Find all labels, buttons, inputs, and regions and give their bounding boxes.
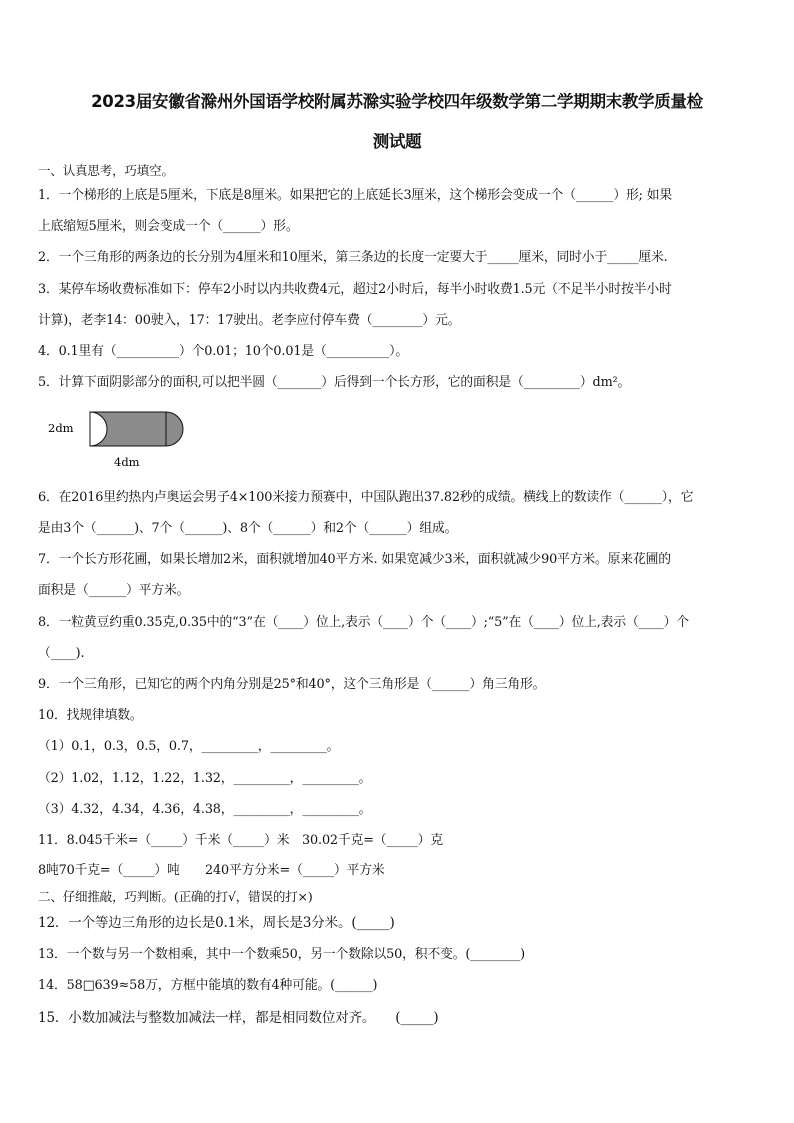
question-10-part-2: （2）1.02，1.12，1.22，1.32，_________，_________。 [38, 771, 372, 786]
semicircle-extension [166, 412, 183, 446]
question-6-line-1: 6．在2016里约热内卢奥运会男子4×100米接力预赛中，中国队跑出37.82秒的成绩。横线上的数读作（______），它 [38, 490, 694, 505]
question-7-line-1: 7．一个长方形花圃，如果长增加2米，面积就增加40平方米. 如果宽减少3米，面积就减少90平方米。原来花圃的 [38, 552, 671, 567]
question-15: 15．小数加减法与整数加减法一样，都是相同数位对齐。 (_____) [38, 1010, 439, 1026]
document-title-line1: 2023届安徽省滁州外国语学校附属苏滁实验学校四年级数学第二学期期末教学质量检 [91, 92, 703, 111]
question-7-line-2: 面积是（______）平方米。 [38, 583, 190, 598]
question-8-line-1: 8．一粒黄豆约重0.35克,0.35中的“3”在（____）位上,表示（____）个（____）;“5”在（____）位上,表示（____）个 [38, 615, 689, 630]
section-heading-fill-blanks: 一、认真思考，巧填空。 [38, 163, 174, 178]
question-1-line-1: 1．一个梯形的上底是5厘米，下底是8厘米。如果把它的上底延长3厘米，这个梯形会变成一个（______）形; 如果 [38, 188, 672, 203]
question-5: 5．计算下面阴影部分的面积,可以把半圆（_______）后得到一个长方形，它的面积是（_________）dm²。 [38, 375, 631, 390]
width-label: 4dm [114, 455, 140, 469]
section-heading-judge: 二、仔细推敲，巧判断。(正确的打√，错误的打×) [38, 889, 313, 904]
question-11-line-1: 11．8.045千米=（_____）千米（_____）米 30.02千克=（_____）克 [38, 833, 443, 848]
question-4: 4．0.1里有（__________）个0.01；10个0.01是（__________）。 [38, 344, 408, 359]
question-13: 13．一个数与另一个数相乘，其中一个数乘50，另一个数除以50，积不变。(________) [38, 947, 526, 962]
question-8-line-2: （____). [38, 646, 85, 661]
question-3-line-2: 计算)，老李14：00驶入，17：17驶出。老李应付停车费（________）元。 [38, 313, 461, 328]
question-3-line-1: 3．某停车场收费标准如下：停车2小时以内共收费4元，超过2小时后，每半小时收费1.5元（不足半小时按半小时 [38, 282, 672, 297]
question-10-part-1: （1）0.1，0.3，0.5，0.7，_________，_________。 [38, 739, 340, 754]
height-label: 2dm [48, 421, 74, 435]
question-6-line-2: 是由3个（______)、7个（______)、8个（______）和2个（______）组成。 [38, 521, 458, 536]
question-2: 2．一个三角形的两条边的长分别为4厘米和10厘米，第三条边的长度一定要大于_____厘米，同时小于_____厘米. [38, 250, 668, 265]
question-12: 12．一个等边三角形的边长是0.1米，周长是3分米。(_____) [38, 915, 395, 931]
question-1-line-2: 上底缩短5厘米，则会变成一个（______）形。 [38, 219, 299, 234]
document-title-line2: 测试题 [372, 132, 422, 151]
question-9: 9．一个三角形，已知它的两个内角分别是25°和40°，这个三角形是（______）角三角形。 [38, 677, 546, 692]
question-10-part-3: （3）4.32，4.34，4.36，4.38，_________，_________。 [38, 802, 372, 817]
shaded-rectangle-figure [44, 408, 204, 473]
question-14: 14．58□639≈58万，方框中能填的数有4种可能。(______) [38, 978, 378, 993]
question-10: 10．找规律填数。 [38, 708, 143, 723]
question-11-line-2: 8吨70千克=（_____）吨 240平方分米=（_____）平方米 [38, 863, 385, 878]
